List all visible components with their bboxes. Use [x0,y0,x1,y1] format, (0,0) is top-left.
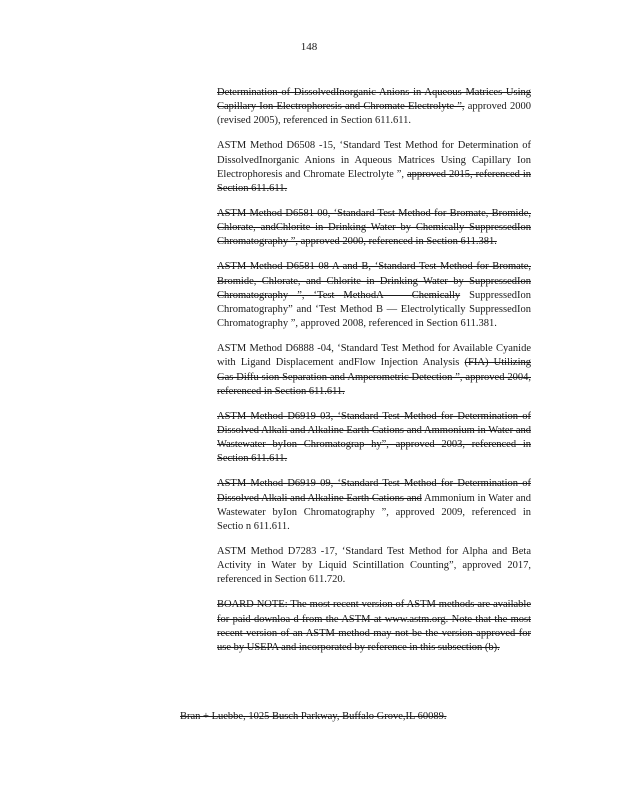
struck-text: BOARD NOTE: The most recent version of ASTM methods are available for paid downloa d from the ASTM at www.astm.org. Note that the most recent version of an ASTM method may not be the version approved for use by USEPA and incorporated by reference in this subsection (b). [217,599,531,654]
struck-text: ASTM Method D6581 08 A and B, ‘Standard Test Method for Bromate, Bromide, Chlorate, and Chlorite in Drinking Water by SuppressedIon Chromatography ”, ‘Test MethodA — Chemically [217,261,531,301]
page-body [217,86,531,666]
struck-text: Determination of DissolvedInorganic Anions in Aqueous Matrices Using Capillary Ion Electrophoresis and Chromate Electrolyte ”, [217,87,531,113]
text: ASTM Method D7283 -17, ‘Standard Test Method for Alpha and Beta Activity in Water by Liquid Scintillation Counting”, approved 2017, referenced in Section 611.720. [217,546,531,586]
paragraph-7 [217,477,531,534]
struck-text: approved 2015, referenced in Section 611.611. [217,168,531,195]
paragraph-5 [217,342,531,399]
text: ASTM Method D6508 -15, ‘Standard Test Method for Determination of DissolvedInorganic Anions in Aqueous Matrices Using Capillary Ion Electrophoresis and Chromate Electrolyte ”, [217,140,531,180]
paragraph-1 [217,86,531,129]
text: approved 2000 (revised 2005), referenced in Section 611.611. [217,101,531,127]
paragraph-4 [217,260,531,331]
struck-text: (FIA) Utilizing Gas Diffu sion Separation and Amperometric Detection ”, approved 2004, referenced in Section 611.611. [217,357,531,397]
paragraph-8 [217,545,531,588]
text: Ammonium in Water and Wastewater byIon Chromatography ”, approved 2009, referenced in Sectio n 611.611. [217,492,531,533]
struck-text: ASTM Method D6919 09, ‘Standard Test Method for Determination of Dissolved Alkali and Alkaline Earth Cations and [217,478,531,504]
footer-address: Bran + Luebbe, 1025 Busch Parkway, Buffalo Grove,IL 60089. [180,711,447,722]
page-number: 148 [300,41,318,53]
struck-text: ASTM Method D6919 03, ‘Standard Test Method for Determination of Dissolved Alkali and Alkaline Earth Cations and Ammonium in Water and Wastewater byIon Chromatograp hy”, approved 2003, referenced in Section 611.611. [217,410,531,465]
text: SuppressedIon Chromatography” and ‘Test Method B — Electrolytically SuppressedIon Chromatography ”, approved 2008, referenced in Section 611.381. [217,289,532,330]
paragraph-2 [217,139,531,196]
struck-text: ASTM Method D6581 00, ‘Standard Test Method for Bromate, Bromide, Chlorate, andChlorite in Drinking Water by Chemically SuppressedIon Chromatography ”, approved 2000, referenced in Section 611.381. [217,208,531,248]
paragraph-6 [217,410,531,467]
text: ASTM Method D6888 -04, ‘Standard Test Method for Available Cyanide with Ligand Displacement andFlow Injection Analysis [217,343,531,369]
paragraph-3 [217,207,531,250]
board-note [217,598,531,655]
